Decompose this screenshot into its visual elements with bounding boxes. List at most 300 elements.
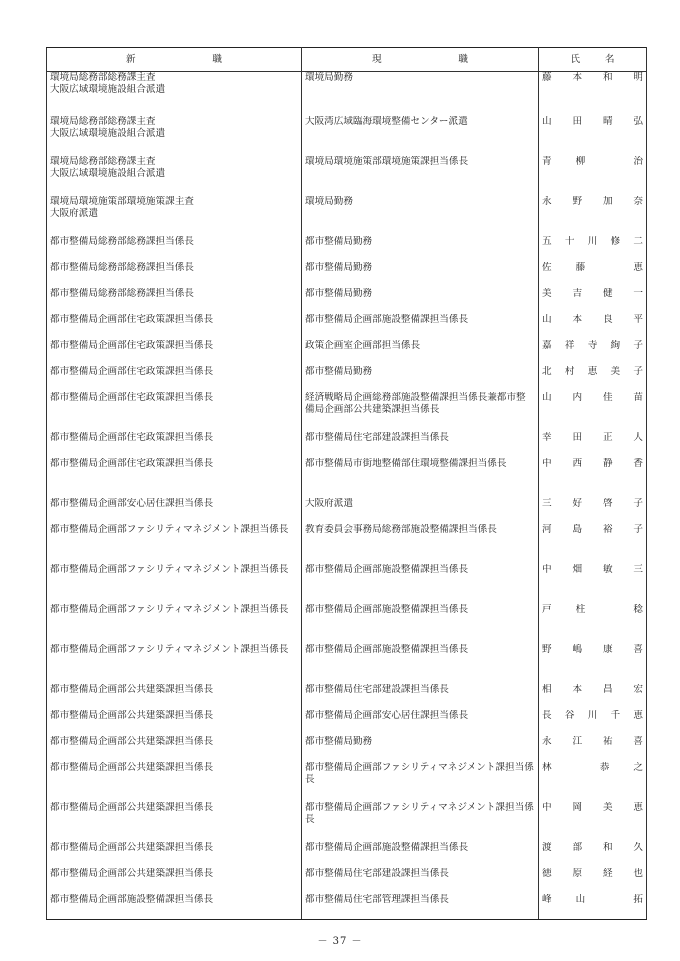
new-post-cell bbox=[47, 236, 302, 262]
name-char: 良 bbox=[602, 313, 613, 325]
name-char: 也 bbox=[633, 867, 643, 879]
current-post-cell bbox=[302, 236, 539, 262]
table-row bbox=[47, 288, 647, 314]
name-char: 永 bbox=[542, 735, 552, 747]
name-char: 山 bbox=[542, 391, 552, 403]
name-char: 稔 bbox=[633, 603, 643, 615]
current-post-cell bbox=[302, 262, 539, 288]
current-post-text: 都市整備局企画部施設整備課担当係長 bbox=[305, 563, 469, 575]
name-char: 美 bbox=[542, 287, 552, 299]
new-post-cell bbox=[47, 524, 302, 564]
name-char: 苗 bbox=[633, 391, 643, 403]
new-post-text: 都市整備局企画部ファシリティマネジメント課担当係長 bbox=[50, 643, 289, 655]
current-post-cell bbox=[302, 498, 539, 524]
name-cell bbox=[539, 116, 647, 156]
new-post-text: 都市整備局企画部住宅政策課担当係長 bbox=[50, 365, 214, 377]
header-char: 氏 bbox=[570, 53, 581, 65]
name-char: 奈 bbox=[633, 195, 643, 207]
current-post-text: 都市整備局市街地整備部住環境整備課担当係長 bbox=[305, 457, 507, 469]
name-char: 啓 bbox=[602, 497, 613, 509]
name-char: 峰 bbox=[542, 893, 552, 905]
new-post-text: 都市整備局企画部公共建築課担当係長 bbox=[50, 709, 214, 721]
name-char: 子 bbox=[633, 339, 643, 351]
name-char: 嘉 bbox=[542, 339, 552, 351]
name-char: 島 bbox=[572, 523, 583, 535]
table-row bbox=[47, 498, 647, 524]
current-post-text: 都市整備局企画部ファシリティマネジメント課担当係長 bbox=[305, 761, 534, 785]
name-char: 長 bbox=[542, 709, 552, 721]
new-post-cell bbox=[47, 288, 302, 314]
name-char: 村 bbox=[564, 365, 575, 377]
name-char: 人 bbox=[633, 431, 643, 443]
name-char: 平 bbox=[633, 313, 643, 325]
current-post-cell bbox=[302, 392, 539, 432]
name-char: 五 bbox=[542, 235, 552, 247]
current-post-text: 教育委員会事務局総務部施設整備課担当係長 bbox=[305, 523, 497, 535]
name-char: 本 bbox=[572, 72, 583, 83]
name-char: 恭 bbox=[599, 761, 610, 773]
new-post-cell bbox=[47, 736, 302, 762]
name-char: 青 bbox=[542, 155, 552, 167]
name-cell bbox=[539, 288, 647, 314]
name-char: 川 bbox=[587, 235, 598, 247]
name-char: 敏 bbox=[602, 563, 613, 575]
name-char: 山 bbox=[542, 115, 552, 127]
name-char: 原 bbox=[572, 867, 583, 879]
current-post-text: 都市整備局企画部ファシリティマネジメント課担当係長 bbox=[305, 801, 534, 825]
name-cell bbox=[539, 894, 647, 920]
table-row bbox=[47, 340, 647, 366]
person-name bbox=[542, 314, 643, 326]
name-char: 宏 bbox=[633, 683, 643, 695]
name-char: 山 bbox=[542, 313, 552, 325]
name-cell bbox=[539, 564, 647, 604]
name-cell bbox=[539, 432, 647, 458]
name-cell bbox=[539, 314, 647, 340]
page-number: － 37 － bbox=[317, 936, 363, 947]
current-post-text: 都市整備局住宅部建設課担当係長 bbox=[305, 867, 449, 879]
current-post-text: 都市整備局勤務 bbox=[305, 235, 373, 247]
name-cell bbox=[539, 842, 647, 868]
table-row bbox=[47, 710, 647, 736]
header-new-post-text bbox=[126, 54, 222, 66]
name-char: 岡 bbox=[572, 801, 583, 813]
name-cell bbox=[539, 802, 647, 842]
name-char: 喜 bbox=[633, 643, 643, 655]
new-post-text: 都市整備局企画部公共建築課担当係長 bbox=[50, 801, 214, 813]
name-char: 久 bbox=[633, 841, 643, 853]
current-post-text: 大阪府派遣 bbox=[305, 497, 353, 509]
header-char: 名 bbox=[604, 53, 615, 65]
name-char: 佐 bbox=[542, 261, 552, 273]
table-row bbox=[47, 762, 647, 802]
header-new-post bbox=[47, 48, 302, 72]
new-post-cell bbox=[47, 644, 302, 684]
name-cell bbox=[539, 498, 647, 524]
new-post-cell bbox=[47, 432, 302, 458]
name-char: 恵 bbox=[587, 365, 598, 377]
name-char: 中 bbox=[542, 457, 552, 469]
current-post-cell bbox=[302, 288, 539, 314]
name-char: 三 bbox=[542, 497, 552, 509]
name-char: 林 bbox=[542, 761, 552, 773]
name-char: 静 bbox=[602, 457, 613, 469]
new-post-cell bbox=[47, 196, 302, 236]
current-post-text: 都市整備局企画部施設整備課担当係長 bbox=[305, 643, 469, 655]
person-name bbox=[542, 366, 643, 378]
current-post-text: 都市整備局企画部施設整備課担当係長 bbox=[305, 603, 469, 615]
table-header-row bbox=[47, 48, 647, 72]
person-name bbox=[542, 684, 643, 696]
name-char: 之 bbox=[633, 761, 643, 773]
name-char: 徳 bbox=[542, 867, 552, 879]
name-char: 子 bbox=[633, 497, 643, 509]
person-name bbox=[542, 564, 643, 576]
new-post-cell bbox=[47, 802, 302, 842]
name-char: 幸 bbox=[542, 431, 552, 443]
new-post-text: 都市整備局総務部総務課担当係長 bbox=[50, 235, 194, 247]
name-char: 部 bbox=[572, 841, 583, 853]
name-cell bbox=[539, 604, 647, 644]
table-row bbox=[47, 156, 647, 196]
name-char: 藤 bbox=[542, 72, 552, 83]
person-name bbox=[542, 524, 643, 536]
name-char: 北 bbox=[542, 365, 552, 377]
name-char: 晴 bbox=[602, 115, 613, 127]
current-post-cell bbox=[302, 116, 539, 156]
name-char: 十 bbox=[564, 235, 575, 247]
new-post-cell bbox=[47, 340, 302, 366]
name-char: 好 bbox=[572, 497, 583, 509]
name-char: 畑 bbox=[572, 563, 583, 575]
new-post-text: 都市整備局総務部総務課担当係長 bbox=[50, 287, 194, 299]
table-row bbox=[47, 116, 647, 156]
new-post-cell bbox=[47, 498, 302, 524]
name-char: 修 bbox=[610, 235, 621, 247]
name-char: 田 bbox=[572, 431, 583, 443]
table-row bbox=[47, 842, 647, 868]
new-post-cell bbox=[47, 262, 302, 288]
name-char: 江 bbox=[572, 735, 583, 747]
current-post-text: 都市整備局企画部安心居住課担当係長 bbox=[305, 709, 469, 721]
person-name bbox=[542, 868, 643, 880]
new-post-text: 都市整備局企画部ファシリティマネジメント課担当係長 bbox=[50, 563, 289, 575]
table-row bbox=[47, 684, 647, 710]
name-char: 谷 bbox=[564, 709, 575, 721]
person-name bbox=[542, 458, 643, 470]
new-post-text: 環境局総務部総務課主査 大阪広域環境施設組合派遣 bbox=[50, 155, 166, 179]
current-post-cell bbox=[302, 432, 539, 458]
person-name bbox=[542, 116, 643, 128]
name-cell bbox=[539, 72, 647, 116]
header-char: 新 bbox=[126, 53, 136, 65]
name-cell bbox=[539, 236, 647, 262]
name-char: 田 bbox=[572, 115, 583, 127]
name-char: 河 bbox=[542, 523, 552, 535]
table-row bbox=[47, 262, 647, 288]
new-post-text: 環境局総務部総務課主査 大阪広域環境施設組合派遣 bbox=[50, 72, 166, 95]
name-char: 拓 bbox=[633, 893, 643, 905]
new-post-cell bbox=[47, 604, 302, 644]
header-char: 現 bbox=[372, 53, 382, 65]
name-char: 佳 bbox=[602, 391, 613, 403]
table-row bbox=[47, 72, 647, 116]
name-cell bbox=[539, 868, 647, 894]
new-post-cell bbox=[47, 458, 302, 498]
name-char: 西 bbox=[572, 457, 583, 469]
table-row bbox=[47, 894, 647, 920]
current-post-cell bbox=[302, 458, 539, 498]
new-post-cell bbox=[47, 710, 302, 736]
name-cell bbox=[539, 524, 647, 564]
name-cell bbox=[539, 710, 647, 736]
name-cell bbox=[539, 644, 647, 684]
current-post-cell bbox=[302, 72, 539, 116]
current-post-text: 都市整備局勤務 bbox=[305, 261, 373, 273]
person-name bbox=[542, 802, 643, 814]
new-post-text: 都市整備局企画部住宅政策課担当係長 bbox=[50, 431, 214, 443]
name-char: 恵 bbox=[633, 709, 643, 721]
name-char: 寺 bbox=[587, 339, 598, 351]
current-post-cell bbox=[302, 684, 539, 710]
table-row bbox=[47, 644, 647, 684]
person-name bbox=[542, 340, 643, 352]
current-post-text: 都市整備局住宅部建設課担当係長 bbox=[305, 683, 449, 695]
current-post-cell bbox=[302, 868, 539, 894]
person-name bbox=[542, 498, 643, 510]
current-post-text: 都市整備局企画部施設整備課担当係長 bbox=[305, 841, 469, 853]
new-post-text: 都市整備局企画部公共建築課担当係長 bbox=[50, 761, 214, 773]
new-post-cell bbox=[47, 894, 302, 920]
name-char: 二 bbox=[633, 235, 643, 247]
current-post-text: 経済戦略局企画総務部施設整備課担当係長兼都市整備局企画部公共建築課担当係長 bbox=[305, 391, 526, 415]
name-char: 昌 bbox=[602, 683, 613, 695]
name-char: 康 bbox=[602, 643, 613, 655]
table-row bbox=[47, 366, 647, 392]
name-char: 相 bbox=[542, 683, 552, 695]
name-char: 祥 bbox=[564, 339, 575, 351]
name-char: 裕 bbox=[602, 523, 613, 535]
table-row bbox=[47, 564, 647, 604]
name-char: 祐 bbox=[602, 735, 613, 747]
table-row bbox=[47, 432, 647, 458]
new-post-cell bbox=[47, 684, 302, 710]
name-char: 中 bbox=[542, 801, 552, 813]
table-row bbox=[47, 868, 647, 894]
person-name bbox=[542, 710, 643, 722]
new-post-text: 都市整備局企画部安心居住課担当係長 bbox=[50, 497, 214, 509]
table-row bbox=[47, 604, 647, 644]
name-cell bbox=[539, 340, 647, 366]
current-post-cell bbox=[302, 894, 539, 920]
person-name bbox=[542, 196, 643, 208]
current-post-cell bbox=[302, 604, 539, 644]
current-post-text: 環境局環境施策部環境施策課担当係長 bbox=[305, 155, 469, 167]
current-post-text: 環境局勤務 bbox=[305, 72, 353, 83]
current-post-cell bbox=[302, 564, 539, 604]
new-post-cell bbox=[47, 366, 302, 392]
person-name bbox=[542, 262, 643, 274]
new-post-cell bbox=[47, 156, 302, 196]
person-name bbox=[542, 604, 643, 616]
name-char: 経 bbox=[602, 867, 613, 879]
header-char: 職 bbox=[212, 53, 222, 65]
header-current-post bbox=[302, 48, 539, 72]
name-char: 野 bbox=[542, 643, 552, 655]
person-name bbox=[542, 762, 643, 774]
new-post-text: 都市整備局企画部公共建築課担当係長 bbox=[50, 841, 214, 853]
name-cell bbox=[539, 196, 647, 236]
new-post-text: 環境局環境施策部環境施策課主査 大阪府派遣 bbox=[50, 195, 194, 219]
new-post-cell bbox=[47, 116, 302, 156]
current-post-cell bbox=[302, 196, 539, 236]
name-char: 中 bbox=[542, 563, 552, 575]
new-post-text: 都市整備局企画部住宅政策課担当係長 bbox=[50, 313, 214, 325]
name-char: 三 bbox=[633, 563, 643, 575]
table-row bbox=[47, 392, 647, 432]
name-char: 一 bbox=[633, 287, 643, 299]
personnel-table bbox=[46, 47, 647, 920]
person-name bbox=[542, 288, 643, 300]
person-name bbox=[542, 842, 643, 854]
table-row bbox=[47, 524, 647, 564]
new-post-text: 都市整備局企画部公共建築課担当係長 bbox=[50, 867, 214, 879]
person-name bbox=[542, 644, 643, 656]
current-post-text: 都市整備局住宅部建設課担当係長 bbox=[305, 431, 449, 443]
name-char: 本 bbox=[572, 313, 583, 325]
person-name bbox=[542, 736, 643, 748]
new-post-cell bbox=[47, 72, 302, 116]
current-post-cell bbox=[302, 156, 539, 196]
name-cell bbox=[539, 458, 647, 498]
new-post-text: 都市整備局企画部住宅政策課担当係長 bbox=[50, 457, 214, 469]
current-post-cell bbox=[302, 314, 539, 340]
current-post-cell bbox=[302, 710, 539, 736]
current-post-cell bbox=[302, 842, 539, 868]
new-post-text: 都市整備局企画部ファシリティマネジメント課担当係長 bbox=[50, 603, 289, 615]
current-post-text: 環境局勤務 bbox=[305, 195, 353, 207]
name-char: 美 bbox=[602, 801, 613, 813]
person-name bbox=[542, 156, 643, 168]
name-char: 和 bbox=[602, 841, 613, 853]
person-name bbox=[542, 392, 643, 404]
header-char: 職 bbox=[458, 53, 468, 65]
table-row bbox=[47, 196, 647, 236]
name-char: 川 bbox=[587, 709, 598, 721]
current-post-cell bbox=[302, 524, 539, 564]
name-char: 戸 bbox=[542, 603, 552, 615]
current-post-text: 政策企画室企画部担当係長 bbox=[305, 339, 421, 351]
name-char: 野 bbox=[572, 195, 583, 207]
name-char: 山 bbox=[575, 893, 586, 905]
current-post-cell bbox=[302, 644, 539, 684]
new-post-cell bbox=[47, 314, 302, 340]
header-name bbox=[539, 48, 647, 72]
name-char: 柳 bbox=[575, 155, 586, 167]
current-post-text: 大阪湾広域臨海環境整備センター派遣 bbox=[305, 115, 468, 127]
name-cell bbox=[539, 262, 647, 288]
current-post-cell bbox=[302, 736, 539, 762]
name-char: 香 bbox=[633, 457, 643, 469]
person-name bbox=[542, 72, 643, 84]
name-cell bbox=[539, 366, 647, 392]
name-char: 吉 bbox=[572, 287, 583, 299]
name-char: 喜 bbox=[633, 735, 643, 747]
name-char: 千 bbox=[610, 709, 621, 721]
new-post-text: 都市整備局総務部総務課担当係長 bbox=[50, 261, 194, 273]
current-post-cell bbox=[302, 802, 539, 842]
table-row bbox=[47, 236, 647, 262]
new-post-text: 都市整備局企画部施設整備課担当係長 bbox=[50, 893, 214, 905]
name-char: 柱 bbox=[575, 603, 586, 615]
person-name bbox=[542, 894, 643, 906]
person-name bbox=[542, 432, 643, 444]
new-post-text: 都市整備局企画部住宅政策課担当係長 bbox=[50, 339, 214, 351]
name-char: 弘 bbox=[633, 115, 643, 127]
new-post-text: 都市整備局企画部公共建築課担当係長 bbox=[50, 735, 214, 747]
current-post-cell bbox=[302, 366, 539, 392]
header-name-text bbox=[571, 54, 615, 66]
name-cell bbox=[539, 392, 647, 432]
name-char: 渡 bbox=[542, 841, 552, 853]
name-cell bbox=[539, 684, 647, 710]
current-post-text: 都市整備局勤務 bbox=[305, 365, 373, 377]
header-current-post-text bbox=[372, 54, 468, 66]
name-char: 美 bbox=[610, 365, 621, 377]
current-post-text: 都市整備局企画部施設整備課担当係長 bbox=[305, 313, 469, 325]
name-char: 明 bbox=[633, 72, 643, 83]
new-post-text: 都市整備局企画部ファシリティマネジメント課担当係長 bbox=[50, 523, 289, 535]
name-char: 恵 bbox=[633, 801, 643, 813]
name-char: 本 bbox=[572, 683, 583, 695]
current-post-text: 都市整備局勤務 bbox=[305, 287, 373, 299]
name-char: 永 bbox=[542, 195, 552, 207]
name-char: 子 bbox=[633, 365, 643, 377]
table-row bbox=[47, 458, 647, 498]
name-char: 嶋 bbox=[572, 643, 583, 655]
name-cell bbox=[539, 736, 647, 762]
name-char: 正 bbox=[602, 431, 613, 443]
name-char: 内 bbox=[572, 391, 583, 403]
name-cell bbox=[539, 156, 647, 196]
name-char: 藤 bbox=[575, 261, 586, 273]
new-post-cell bbox=[47, 392, 302, 432]
name-char: 健 bbox=[602, 287, 613, 299]
name-char: 子 bbox=[633, 523, 643, 535]
new-post-cell bbox=[47, 842, 302, 868]
name-char: 治 bbox=[633, 155, 643, 167]
new-post-text: 都市整備局企画部公共建築課担当係長 bbox=[50, 683, 214, 695]
new-post-text: 都市整備局企画部住宅政策課担当係長 bbox=[50, 391, 214, 403]
current-post-cell bbox=[302, 762, 539, 802]
name-cell bbox=[539, 762, 647, 802]
new-post-cell bbox=[47, 762, 302, 802]
current-post-text: 都市整備局勤務 bbox=[305, 735, 373, 747]
new-post-cell bbox=[47, 564, 302, 604]
name-char: 加 bbox=[602, 195, 613, 207]
person-name bbox=[542, 236, 643, 248]
new-post-cell bbox=[47, 868, 302, 894]
table-row bbox=[47, 736, 647, 762]
table-row bbox=[47, 314, 647, 340]
name-char: 和 bbox=[602, 72, 613, 83]
current-post-text: 都市整備局住宅部管理課担当係長 bbox=[305, 893, 449, 905]
name-char: 恵 bbox=[633, 261, 643, 273]
current-post-cell bbox=[302, 340, 539, 366]
table-row bbox=[47, 802, 647, 842]
new-post-text: 環境局総務部総務課主査 大阪広域環境施設組合派遣 bbox=[50, 115, 166, 139]
name-char: 絢 bbox=[610, 339, 621, 351]
